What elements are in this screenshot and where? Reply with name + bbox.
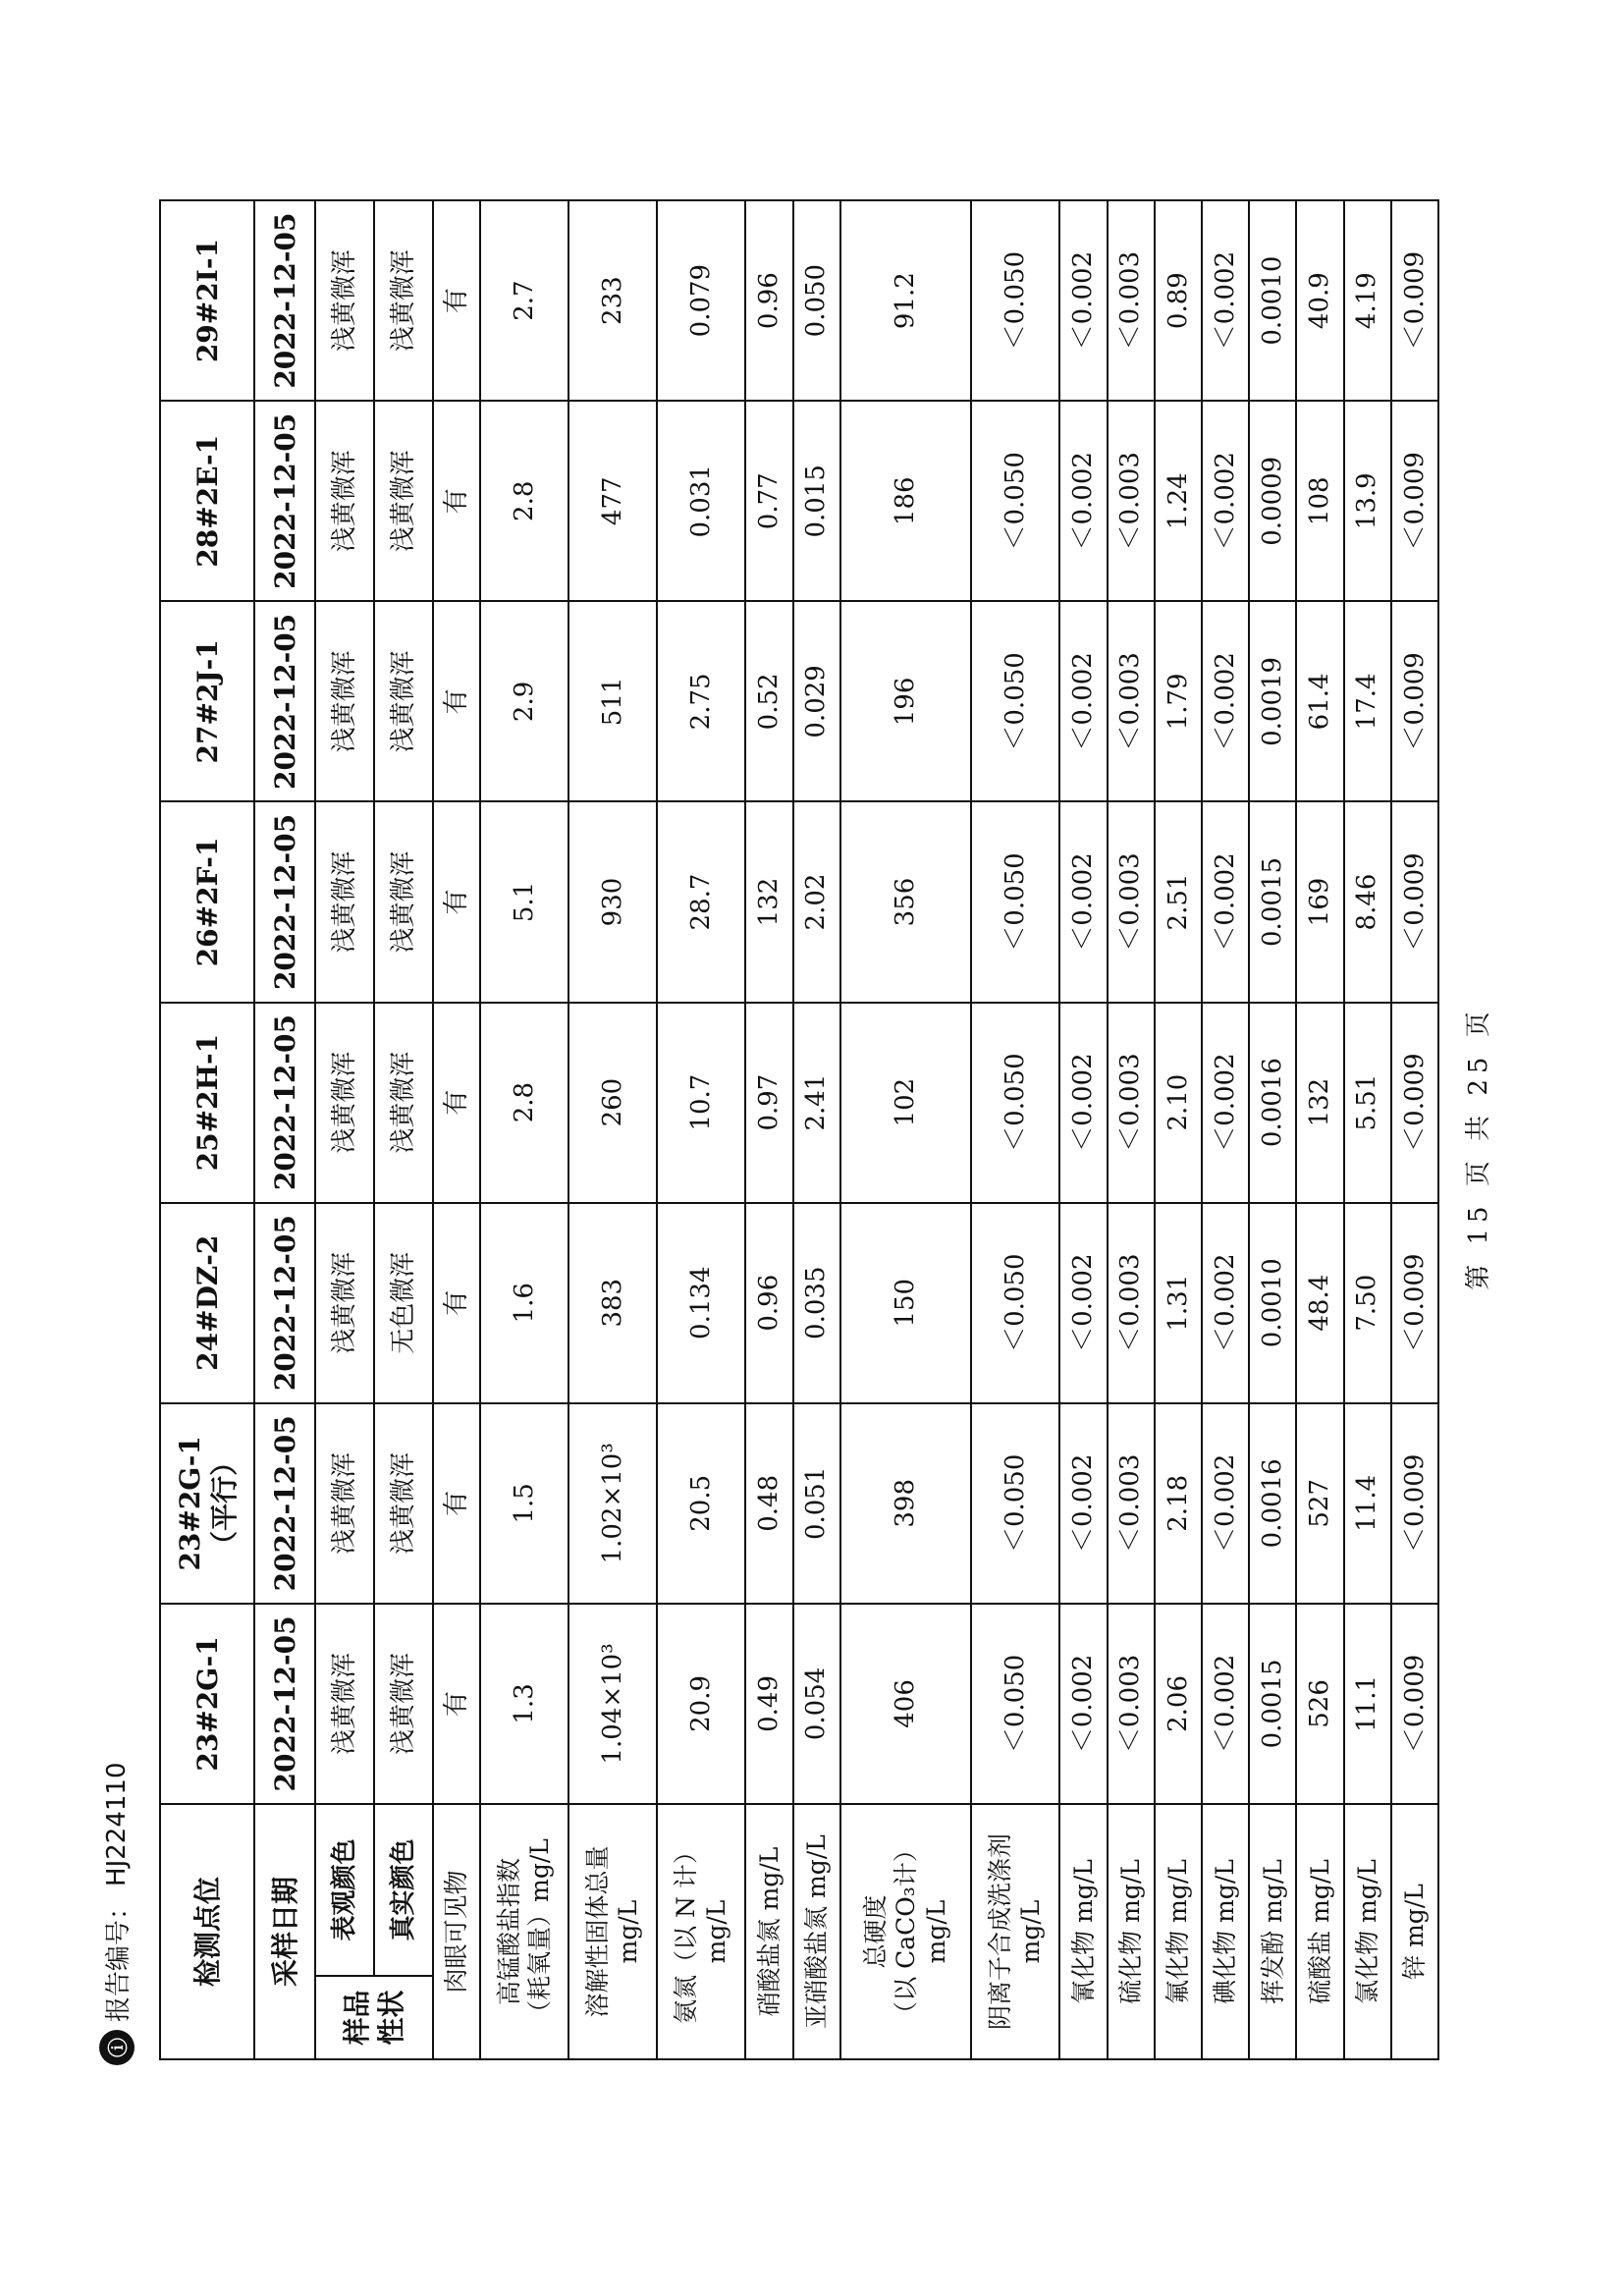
parameter-value: 0.0015 [1249,1604,1296,1804]
sampling-date: 2022-12-05 [254,401,315,601]
parameter-value: ＜0.003 [1108,1604,1155,1804]
parameter-label: 总硬度 （以 CaCO₃计）mg/L [840,1804,972,2059]
parameter-value: 2.02 [793,801,840,1002]
site-column-header: 23#2G-1 （平行） [160,1403,254,1604]
parameter-value: ＜0.002 [1202,200,1249,401]
parameter-value: ＜0.002 [1059,1403,1107,1604]
parameter-label: 氨氮（以 N 计）mg/L [657,1804,745,2059]
parameter-value: ＜0.002 [1059,801,1107,1002]
parameter-value: 有 [433,200,480,401]
parameter-label: 氰化物 mg/L [1059,1804,1107,2059]
appearance-value: 浅黄微浑 [315,1604,374,1804]
parameter-value: ＜0.002 [1202,1604,1249,1804]
parameter-value: ＜0.002 [1059,200,1107,401]
parameter-value: 169 [1296,801,1343,1002]
parameter-value: ＜0.003 [1108,401,1155,601]
parameter-value: ＜0.002 [1202,801,1249,1002]
parameter-label: 碘化物 mg/L [1202,1804,1249,2059]
appearance-value: 浅黄微浑 [374,801,433,1002]
parameter-row [480,200,568,2059]
site-column-header: 27#2J-1 [160,601,254,801]
parameter-label: 硫酸盐 mg/L [1296,1804,1343,2059]
site-column-header: 29#2I-1 [160,200,254,401]
parameter-value: 0.52 [745,601,792,801]
parameter-value: ＜0.003 [1108,1003,1155,1203]
appearance-value: 浅黄微浑 [315,1403,374,1604]
parameter-value: 2.51 [1155,801,1202,1002]
parameter-value: 1.24 [1155,401,1202,601]
parameter-value: 0.89 [1155,200,1202,401]
parameter-row [745,200,792,2059]
parameter-value: ＜0.009 [1391,1403,1438,1604]
parameter-value: 930 [568,801,657,1002]
parameter-value: 48.4 [1296,1203,1343,1403]
site-column-header: 23#2G-1 [160,1604,254,1804]
parameter-label: 挥发酚 mg/L [1249,1804,1296,2059]
parameter-value: 186 [840,401,972,601]
appearance-value: 浅黄微浑 [374,601,433,801]
parameter-value: ＜0.002 [1059,1604,1107,1804]
parameter-value: ＜0.002 [1059,401,1107,601]
parameter-row [840,200,972,2059]
site-column-header: 26#2F-1 [160,801,254,1002]
parameter-value: 5.51 [1344,1003,1391,1203]
parameter-label: 硝酸盐氮 mg/L [745,1804,792,2059]
parameter-value: 11.1 [1344,1604,1391,1804]
parameter-label: 亚硝酸盐氮 mg/L [793,1804,840,2059]
parameter-value: 4.19 [1344,200,1391,401]
parameter-value: ＜0.009 [1391,401,1438,601]
parameter-value: 11.4 [1344,1403,1391,1604]
date-row [254,200,315,2059]
parameter-value: ＜0.050 [971,401,1059,601]
parameter-value: 0.031 [657,401,745,601]
parameter-value: 0.134 [657,1203,745,1403]
sample-character-group-label: 样品性状 [315,1976,433,2059]
parameter-value: 8.46 [1344,801,1391,1002]
parameter-value: ＜0.050 [971,601,1059,801]
parameter-value: 2.75 [657,601,745,801]
parameter-value: ＜0.002 [1202,401,1249,601]
parameter-value: 102 [840,1003,972,1203]
parameter-value: 10.7 [657,1003,745,1203]
appearance-row [315,200,374,2059]
parameter-row [1202,200,1249,2059]
parameter-value: ＜0.009 [1391,801,1438,1002]
appearance-value: 浅黄微浑 [374,1003,433,1203]
parameter-value: 406 [840,1604,972,1804]
parameter-value: 2.10 [1155,1003,1202,1203]
parameter-value: 356 [840,801,972,1002]
parameter-value: 7.50 [1344,1203,1391,1403]
parameter-value: ＜0.002 [1059,1003,1107,1203]
parameter-value: 260 [568,1003,657,1203]
site-column-header: 25#2H-1 [160,1003,254,1203]
parameter-value: 2.8 [480,401,568,601]
parameter-value: 0.49 [745,1604,792,1804]
parameter-value: 132 [745,801,792,1002]
parameter-value: 61.4 [1296,601,1343,801]
parameter-value: 0.079 [657,200,745,401]
appearance-value: 浅黄微浑 [315,200,374,401]
parameter-value: 有 [433,1403,480,1604]
parameter-value: 有 [433,401,480,601]
parameter-value: ＜0.003 [1108,200,1155,401]
appearance-value: 浅黄微浑 [374,1403,433,1604]
parameter-value: 0.48 [745,1403,792,1604]
parameter-value: 1.02×10³ [568,1403,657,1604]
parameter-value: 1.31 [1155,1203,1202,1403]
parameter-value: 477 [568,401,657,601]
parameter-value: ＜0.002 [1059,1203,1107,1403]
report-header [98,1763,135,2066]
company-logo-icon: ⓘ [99,2030,135,2065]
parameter-value: 有 [433,601,480,801]
parameter-value: 0.029 [793,601,840,801]
parameter-row [433,200,480,2059]
appearance-value: 浅黄微浑 [315,1003,374,1203]
parameter-label: 锌 mg/L [1391,1804,1438,2059]
parameter-value: 2.41 [793,1003,840,1203]
parameter-value: ＜0.009 [1391,1604,1438,1804]
parameter-value: ＜0.002 [1202,1403,1249,1604]
appearance-value: 浅黄微浑 [315,801,374,1002]
site-header-label: 检测点位 [160,1804,254,2059]
parameter-value: 2.06 [1155,1604,1202,1804]
parameter-value: ＜0.050 [971,1203,1059,1403]
parameter-value: 511 [568,601,657,801]
parameter-row [1296,200,1343,2059]
sampling-date: 2022-12-05 [254,1203,315,1403]
parameter-row [1155,200,1202,2059]
parameter-value: 0.0016 [1249,1403,1296,1604]
parameter-value: 有 [433,1003,480,1203]
parameter-value: 526 [1296,1604,1343,1804]
parameter-value: ＜0.050 [971,1403,1059,1604]
parameter-row [1391,200,1438,2059]
parameter-value: ＜0.009 [1391,1003,1438,1203]
parameter-value: 有 [433,1604,480,1804]
parameter-value: 17.4 [1344,601,1391,801]
parameter-value: 0.77 [745,401,792,601]
parameter-value: 2.9 [480,601,568,801]
parameter-value: 0.96 [745,200,792,401]
parameter-label: 阴离子合成洗涤剂 mg/L [971,1804,1059,2059]
parameter-value: 398 [840,1403,972,1604]
parameter-value: ＜0.050 [971,801,1059,1002]
appearance-value: 无色微浑 [374,1203,433,1403]
parameter-value: ＜0.003 [1108,1203,1155,1403]
report-number: HJ224110 [101,1762,132,1886]
appearance-value: 浅黄微浑 [315,401,374,601]
parameter-value: 132 [1296,1003,1343,1203]
parameter-row [1059,200,1107,2059]
parameter-value: 150 [840,1203,972,1403]
parameter-value: 1.3 [480,1604,568,1804]
parameter-value: 1.6 [480,1203,568,1403]
parameter-value: 5.1 [480,801,568,1002]
sampling-date: 2022-12-05 [254,1403,315,1604]
parameter-value: 13.9 [1344,401,1391,601]
parameter-value: ＜0.050 [971,1003,1059,1203]
parameter-label: 氯化物 mg/L [1344,1804,1391,2059]
parameter-label: 硫化物 mg/L [1108,1804,1155,2059]
parameter-row [1249,200,1296,2059]
parameter-value: 1.79 [1155,601,1202,801]
parameter-value: 0.0019 [1249,601,1296,801]
site-column-header: 28#2E-1 [160,401,254,601]
parameter-value: 1.04×10³ [568,1604,657,1804]
parameter-value: ＜0.003 [1108,1403,1155,1604]
parameter-value: 0.0016 [1249,1003,1296,1203]
parameter-value: 0.0010 [1249,200,1296,401]
parameter-value: ＜0.002 [1059,601,1107,801]
parameter-row [793,200,840,2059]
site-column-header: 24#DZ-2 [160,1203,254,1403]
parameter-value: ＜0.003 [1108,601,1155,801]
parameter-value: 383 [568,1203,657,1403]
parameter-value: ＜0.050 [971,1604,1059,1804]
page-number: 第 15 页 共 25 页 [1464,1006,1493,1290]
parameter-value: 有 [433,1203,480,1403]
site-header-row [160,200,254,2059]
parameter-row [657,200,745,2059]
appearance-value: 浅黄微浑 [315,601,374,801]
parameter-value: 20.9 [657,1604,745,1804]
parameter-value: 2.8 [480,1003,568,1203]
sampling-date: 2022-12-05 [254,200,315,401]
parameter-value: 0.015 [793,401,840,601]
results-table [159,199,1439,2060]
parameter-value: 91.2 [840,200,972,401]
parameter-value: 2.18 [1155,1403,1202,1604]
parameter-label: 氟化物 mg/L [1155,1804,1202,2059]
parameter-value: 0.050 [793,200,840,401]
parameter-value: ＜0.002 [1202,1203,1249,1403]
parameter-label: 肉眼可见物 [433,1804,480,2059]
parameter-value: 0.0009 [1249,401,1296,601]
parameter-label: 溶解性固体总量 mg/L [568,1804,657,2059]
parameter-value: ＜0.050 [971,200,1059,401]
appearance-value: 浅黄微浑 [374,200,433,401]
parameter-value: 1.5 [480,1403,568,1604]
parameter-label: 高锰酸盐指数 （耗氧量）mg/L [480,1804,568,2059]
appearance-value: 浅黄微浑 [315,1203,374,1403]
parameter-value: 0.051 [793,1403,840,1604]
parameter-value: 0.0015 [1249,801,1296,1002]
parameter-value: 20.5 [657,1403,745,1604]
parameter-value: 196 [840,601,972,801]
parameter-row [1108,200,1155,2059]
parameter-row [568,200,657,2059]
parameter-value: 0.96 [745,1203,792,1403]
appearance-row [374,200,433,2059]
date-header-label: 采样日期 [254,1804,315,2059]
appearance-value: 浅黄微浑 [374,401,433,601]
parameter-value: 527 [1296,1403,1343,1604]
parameter-value: ＜0.002 [1202,1003,1249,1203]
parameter-row [971,200,1059,2059]
appearance-label: 表观颜色 [315,1804,374,1976]
parameter-value: ＜0.003 [1108,801,1155,1002]
parameter-value: ＜0.002 [1202,601,1249,801]
parameter-value: 2.7 [480,200,568,401]
parameter-value: 0.035 [793,1203,840,1403]
parameter-row [1344,200,1391,2059]
parameter-value: 0.0010 [1249,1203,1296,1403]
parameter-value: 0.97 [745,1003,792,1203]
sampling-date: 2022-12-05 [254,601,315,801]
parameter-value: ＜0.009 [1391,1203,1438,1403]
report-number-label: 报告编号： [104,1893,134,2022]
sampling-date: 2022-12-05 [254,1003,315,1203]
parameter-value: 40.9 [1296,200,1343,401]
sampling-date: 2022-12-05 [254,1604,315,1804]
parameter-value: ＜0.009 [1391,200,1438,401]
appearance-value: 浅黄微浑 [374,1604,433,1804]
parameter-value: 0.054 [793,1604,840,1804]
parameter-value: 233 [568,200,657,401]
parameter-value: 28.7 [657,801,745,1002]
parameter-value: ＜0.009 [1391,601,1438,801]
sampling-date: 2022-12-05 [254,801,315,1002]
parameter-value: 有 [433,801,480,1002]
appearance-label: 真实颜色 [374,1804,433,1976]
parameter-value: 108 [1296,401,1343,601]
